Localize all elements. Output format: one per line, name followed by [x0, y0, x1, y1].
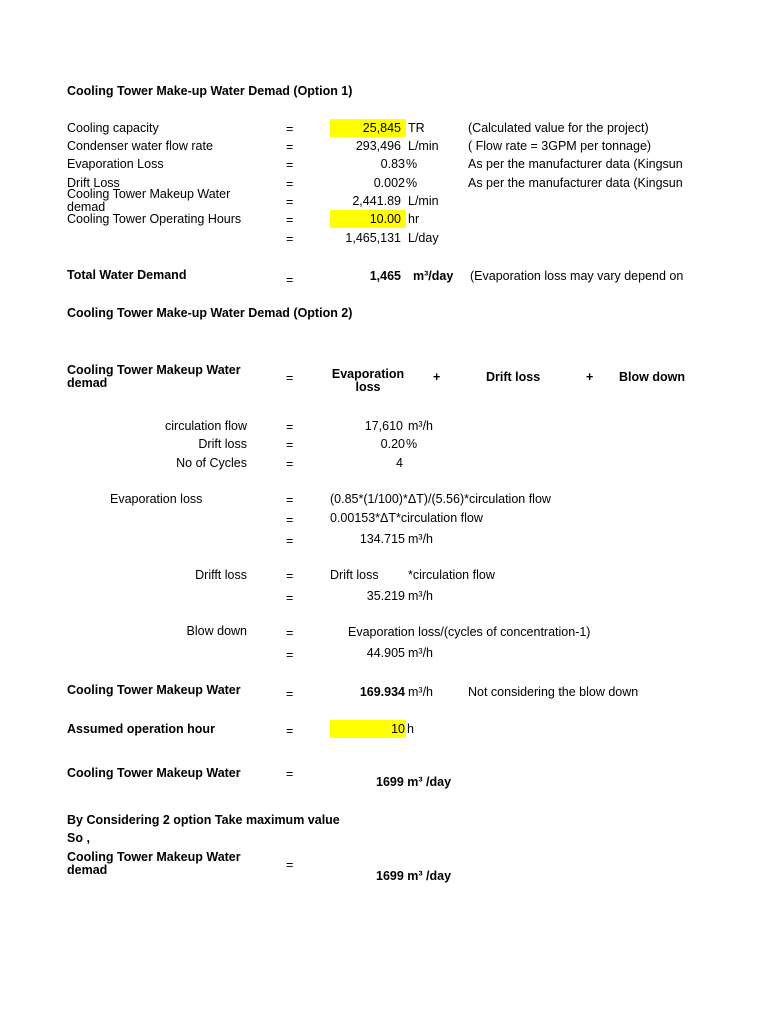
- equals-sign: =: [286, 273, 294, 287]
- row-note: ( Flow rate = 3GPM per tonnage): [468, 139, 652, 153]
- row-unit: L/min: [408, 194, 439, 208]
- equals-sign: =: [286, 534, 294, 548]
- row-unit: %: [406, 176, 418, 190]
- hours-label: Assumed operation hour: [67, 722, 215, 736]
- conclusion-label: Cooling Tower Makeup Water demad: [67, 850, 241, 877]
- makeup-unit: m³/h: [408, 685, 433, 699]
- equals-sign: =: [286, 493, 294, 507]
- total-label: Total Water Demand: [67, 268, 187, 282]
- row-unit: L/min: [408, 139, 439, 153]
- row-unit: L/day: [408, 231, 439, 245]
- row-label: Condenser water flow rate: [67, 139, 213, 153]
- equals-sign: =: [286, 569, 294, 583]
- row-label: Cooling capacity: [67, 121, 159, 135]
- row-unit: hr: [408, 212, 420, 226]
- drift-value: 35.219: [366, 589, 405, 603]
- evaporation-formula-simplified: 0.00153*ΔT*circulation flow: [330, 511, 483, 525]
- option2-heading: Cooling Tower Make-up Water Demad (Option 2): [67, 306, 353, 320]
- makeup-label: Cooling Tower Makeup Water: [67, 683, 241, 697]
- hours-value: 10: [391, 722, 405, 736]
- equals-sign: =: [286, 858, 294, 872]
- row-value: 0.83: [380, 157, 405, 171]
- formula-label: Cooling Tower Makeup Water demad: [67, 363, 241, 390]
- param-label: circulation flow: [165, 419, 247, 433]
- blowdown-value: 44.905: [366, 646, 405, 660]
- drift-unit: m³/h: [408, 589, 433, 603]
- evaporation-label: Evaporation loss: [110, 492, 203, 506]
- hours-unit: h: [407, 722, 414, 736]
- equals-sign: =: [286, 195, 294, 209]
- total-note: (Evaporation loss may vary depend on: [470, 269, 684, 283]
- row-value: 293,496: [355, 139, 401, 153]
- equals-sign: =: [286, 420, 294, 434]
- formula-term-evaporation: Evaporation loss: [331, 367, 405, 394]
- param-label: No of Cycles: [176, 456, 247, 470]
- equals-sign: =: [286, 177, 294, 191]
- param-label: Drift loss: [198, 437, 247, 451]
- equals-sign: =: [286, 158, 294, 172]
- makeup-value: 169.934: [359, 685, 405, 699]
- equals-sign: =: [286, 513, 294, 527]
- equals-sign: =: [286, 591, 294, 605]
- total-unit: m³/day: [413, 269, 454, 283]
- row-value: 0.002: [373, 176, 405, 190]
- row-note: (Calculated value for the project): [468, 121, 649, 135]
- drift-formula-b: *circulation flow: [408, 568, 495, 582]
- equals-sign: =: [286, 687, 294, 701]
- row-value: 2,441.89: [352, 194, 401, 208]
- equals-sign: =: [286, 140, 294, 154]
- makeup-day-label: Cooling Tower Makeup Water: [67, 766, 241, 780]
- evaporation-formula: (0.85*(1/100)*ΔT)/(5.56)*circulation flow: [330, 492, 551, 506]
- conclusion-value: 1699 m³ /day: [376, 869, 452, 883]
- makeup-day-value: 1699 m³ /day: [376, 775, 452, 789]
- plus-sign: +: [586, 370, 594, 384]
- evaporation-unit: m³/h: [408, 532, 433, 546]
- row-label: Cooling Tower Operating Hours: [67, 212, 242, 226]
- row-label: Evaporation Loss: [67, 157, 164, 171]
- equals-sign: =: [286, 371, 294, 385]
- equals-sign: =: [286, 648, 294, 662]
- plus-sign: +: [433, 370, 441, 384]
- row-value: 10.00: [369, 212, 401, 226]
- formula-term-drift: Drift loss: [486, 370, 541, 384]
- evaporation-value: 134.715: [359, 532, 405, 546]
- equals-sign: =: [286, 232, 294, 246]
- row-unit: TR: [408, 121, 425, 135]
- equals-sign: =: [286, 457, 294, 471]
- equals-sign: =: [286, 767, 294, 781]
- row-note: As per the manufacturer data (Kingsun: [468, 176, 683, 190]
- drift-formula-a: Drift loss: [330, 568, 379, 582]
- row-label: Drift Loss: [67, 176, 120, 190]
- row-label: Cooling Tower Makeup Water demad: [67, 187, 231, 214]
- row-unit: %: [406, 157, 418, 171]
- equals-sign: =: [286, 438, 294, 452]
- blowdown-label: Blow down: [186, 624, 247, 638]
- param-value: 0.20: [380, 437, 405, 451]
- drift-label: Drifft loss: [195, 568, 247, 582]
- makeup-note: Not considering the blow down: [468, 685, 639, 699]
- equals-sign: =: [286, 213, 294, 227]
- param-value: 17,610: [364, 419, 403, 433]
- param-value: 4: [396, 456, 403, 470]
- conclusion-line1: By Considering 2 option Take maximum value: [67, 813, 340, 827]
- param-unit: %: [406, 437, 418, 451]
- conclusion-line2: So ,: [67, 831, 90, 845]
- row-value: 1,465,131: [345, 231, 401, 245]
- total-value: 1,465: [369, 269, 401, 283]
- equals-sign: =: [286, 626, 294, 640]
- equals-sign: =: [286, 724, 294, 738]
- blowdown-formula: Evaporation loss/(cycles of concentration-1): [348, 625, 591, 639]
- row-note: As per the manufacturer data (Kingsun: [468, 157, 683, 171]
- formula-term-blowdown: Blow down: [619, 370, 685, 384]
- equals-sign: =: [286, 122, 294, 136]
- param-unit: m³/h: [408, 419, 433, 433]
- row-value: 25,845: [362, 121, 401, 135]
- option1-heading: Cooling Tower Make-up Water Demad (Option 1): [67, 84, 353, 98]
- blowdown-unit: m³/h: [408, 646, 433, 660]
